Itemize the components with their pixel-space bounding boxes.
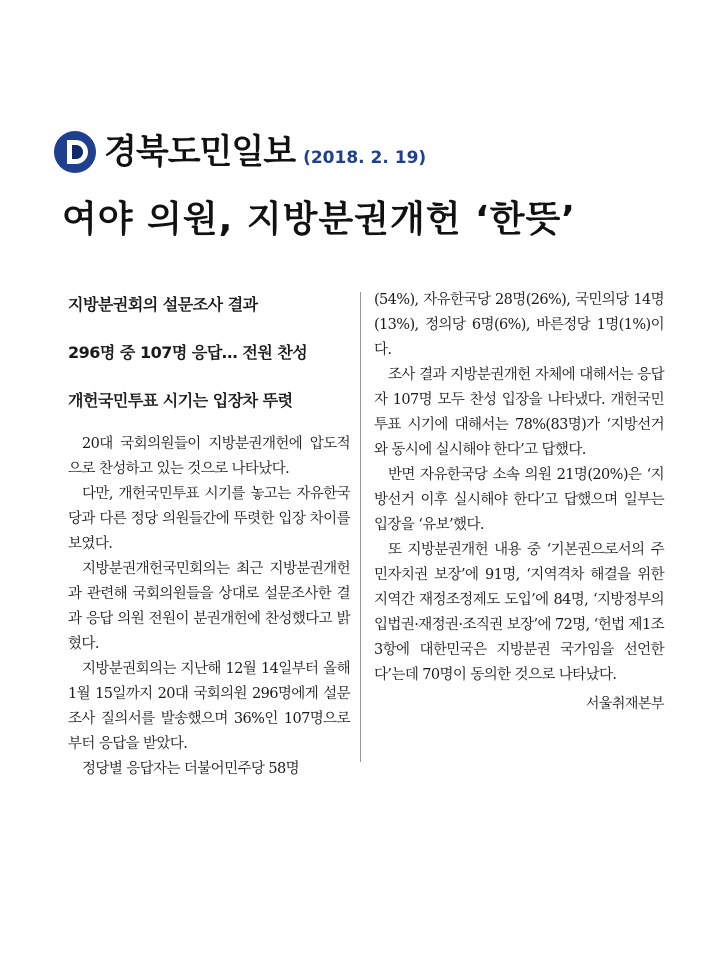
body-paragraph: 다만, 개헌국민투표 시기를 놓고는 자유한국당과 다른 정당 의원들간에 뚜렷한 입장 차이를 보였다. bbox=[68, 486, 350, 552]
newspaper-logo-icon bbox=[52, 129, 98, 175]
body-paragraph: 정당별 응답자는 더불어민주당 58명 bbox=[82, 761, 299, 777]
article-headline: 여야 의원, 지방분권개헌 ‘한뜻’ bbox=[62, 199, 576, 240]
body-paragraph: 20대 국회의원들이 지방분권개헌에 압도적으로 찬성하고 있는 것으로 나타났다. bbox=[68, 436, 350, 477]
column-divider bbox=[360, 292, 361, 762]
subheadline: 개헌국민투표 시기는 입장차 뚜렷 bbox=[68, 391, 293, 410]
body-paragraph: 조사 결과 지방분권개헌 자체에 대해서는 응답자 107명 모두 찬성 입장을 나타냈다. 개헌국민투표 시기에 대해서는 78%(83명)가 ‘지방선거와 동시에 실시해야 한다’고 답했다. bbox=[374, 367, 664, 458]
subheadline: 296명 중 107명 응답… 전원 찬성 bbox=[68, 343, 308, 362]
body-paragraph: 지방분권개헌국민회의는 최근 지방분권개헌과 관련해 국회의원들을 상대로 설문조사한 결과 응답 의원 전원이 분권개헌에 찬성했다고 밝혔다. bbox=[68, 561, 350, 652]
body-paragraph: 또 지방분권개헌 내용 중 ‘기본권으로서의 주민자치권 보장’에 91명, ‘지역격차 해결을 위한 지역간 재정조정제도 도입’에 84명, ‘지방정부의 입법권·재정권·조직권 보장’에 72명, ‘헌법 제1조 3항에 대한민국은 지방분권 국가임을 선언한다’는데 70명이 동의한 것으로 나타났다. bbox=[374, 542, 664, 683]
issue-date: (2018. 2. 19) bbox=[303, 148, 427, 168]
masthead bbox=[52, 126, 426, 178]
body-paragraph: 지방분권회의는 지난해 12월 14일부터 올해 1월 15일까지 20대 국회의원 296명에게 설문조사 질의서를 발송했으며 36%인 107명으로부터 응답을 받았다. bbox=[68, 661, 350, 752]
newspaper-name: 경북도민일보 bbox=[104, 132, 296, 172]
article-column-right bbox=[374, 288, 664, 717]
subheadline: 지방분권회의 설문조사 결과 bbox=[68, 295, 258, 314]
body-paragraph: 반면 자유한국당 소속 의원 21명(20%)은 ‘지방선거 이후 실시해야 한다’고 답했으며 일부는 입장을 ‘유보’했다. bbox=[374, 467, 664, 533]
body-paragraph: (54%), 자유한국당 28명(26%), 국민의당 14명(13%), 정의당 6명(6%), 바른정당 1명(1%)이다. bbox=[374, 292, 664, 358]
byline: 서울취재본부 bbox=[585, 696, 664, 712]
article-column-left bbox=[68, 288, 350, 782]
